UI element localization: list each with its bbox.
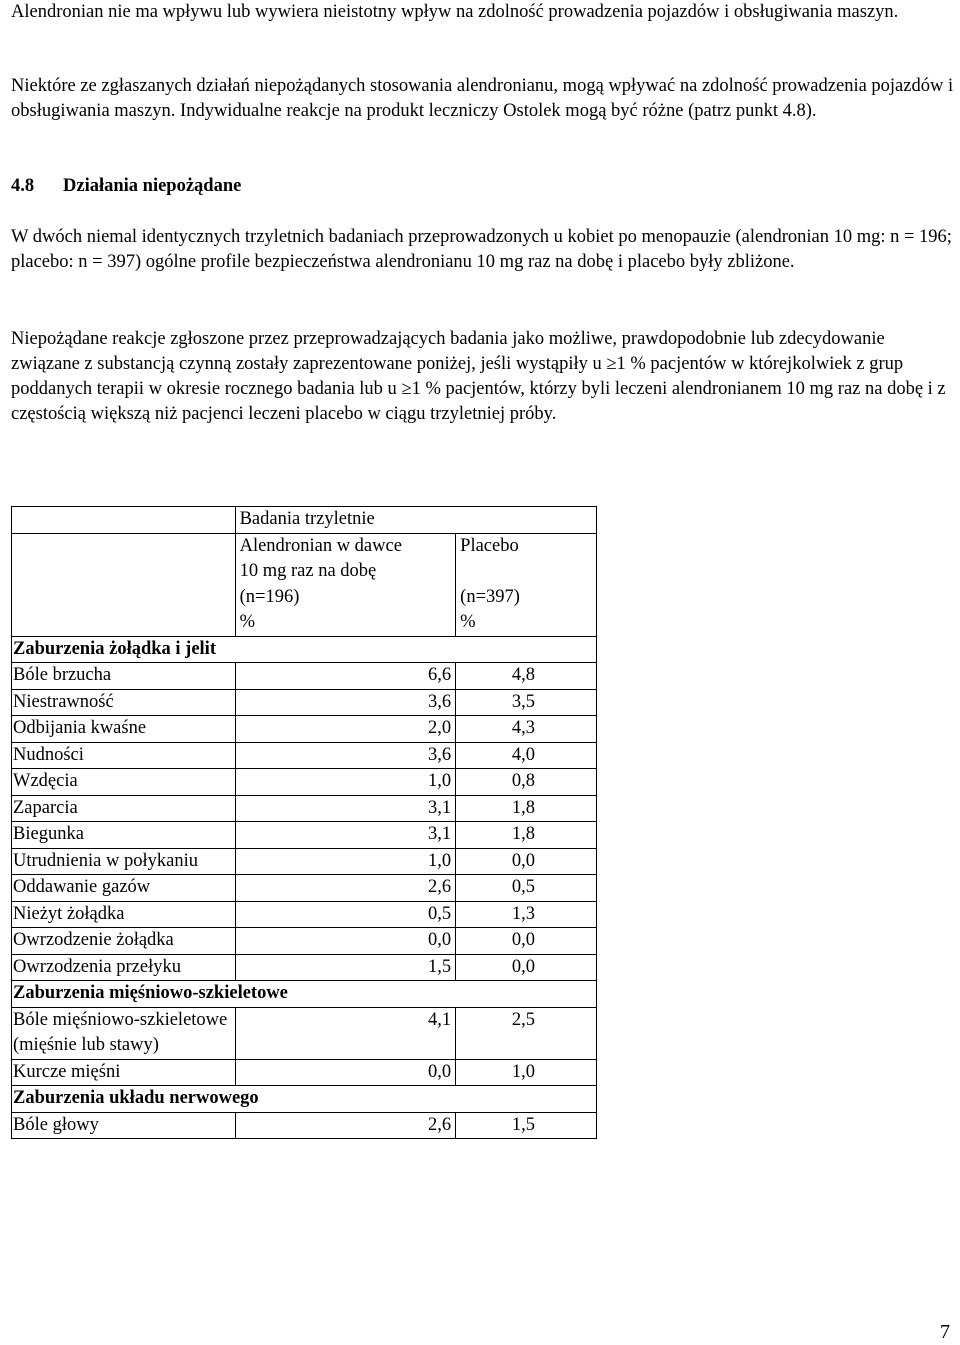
alendronian-value: 3,6	[235, 689, 456, 716]
row-label: Kurcze mięśni	[12, 1059, 236, 1086]
alendronian-value: 0,0	[235, 928, 456, 955]
alendronian-value: 3,1	[235, 822, 456, 849]
table-row	[12, 716, 597, 743]
row-label: Nieżyt żołądka	[12, 901, 236, 928]
adverse-events-table-body	[12, 507, 597, 1139]
table-section-row	[12, 636, 597, 663]
row-label: Odbijania kwaśne	[12, 716, 236, 743]
section-title: Zaburzenia żołądka i jelit	[12, 636, 597, 663]
alendronian-value: 1,5	[235, 954, 456, 981]
row-label: Nudności	[12, 742, 236, 769]
table-section-row	[12, 1086, 597, 1113]
adverse-events-table	[11, 506, 597, 1139]
row-label: Zaparcia	[12, 795, 236, 822]
placebo-value: 1,5	[456, 1112, 597, 1139]
placebo-value: 4,0	[456, 742, 597, 769]
table-header-alendronian	[235, 533, 456, 636]
paragraph-studies: W dwóch niemal identycznych trzyletnich badaniach przeprowadzonych u kobiet po menopauzie (alendronian 10 mg: n = 196; placebo: n = 397) ogólne profile bezpieczeństwa alendronianu 10 mg raz na dobę i placebo były zbliżone.	[11, 227, 952, 272]
table-row	[12, 689, 597, 716]
paragraph-driving: Alendronian nie ma wpływu lub wywiera nieistotny wpływ na zdolność prowadzenia pojazdów i obsługiwania maszyn.	[11, 2, 899, 22]
header-line: Alendronian w dawce	[239, 535, 402, 556]
placebo-value: 0,0	[456, 954, 597, 981]
alendronian-value: 4,1	[235, 1007, 456, 1059]
table-row	[12, 848, 597, 875]
table-row	[12, 901, 597, 928]
row-label: Owrzodzenia przełyku	[12, 954, 236, 981]
placebo-value: 1,0	[456, 1059, 597, 1086]
table-row	[12, 663, 597, 690]
header-line: (n=196)	[239, 586, 300, 607]
table-row	[12, 1059, 597, 1086]
row-label: Niestrawność	[12, 689, 236, 716]
header-line: Placebo	[460, 535, 519, 556]
table-row	[12, 875, 597, 902]
row-label: Wzdęcia	[12, 769, 236, 796]
placebo-value: 3,5	[456, 689, 597, 716]
section-title: Zaburzenia mięśniowo-szkieletowe	[12, 981, 597, 1008]
alendronian-value: 2,0	[235, 716, 456, 743]
row-label: Bóle głowy	[12, 1112, 236, 1139]
section-title: Zaburzenia układu nerwowego	[12, 1086, 597, 1113]
row-label: Bóle mięśniowo-szkieletowe (mięśnie lub stawy)	[12, 1007, 236, 1059]
row-label: Biegunka	[12, 822, 236, 849]
alendronian-value: 6,6	[235, 663, 456, 690]
row-label: Bóle brzucha	[12, 663, 236, 690]
alendronian-value: 0,0	[235, 1059, 456, 1086]
header-line: %	[460, 612, 476, 632]
table-header-study: Badania trzyletnie	[235, 507, 596, 534]
row-label: Owrzodzenie żołądka	[12, 928, 236, 955]
alendronian-value: 3,6	[235, 742, 456, 769]
table-section-row	[12, 981, 597, 1008]
table-row	[12, 742, 597, 769]
row-label: Oddawanie gazów	[12, 875, 236, 902]
placebo-value: 0,0	[456, 928, 597, 955]
header-line	[460, 559, 596, 585]
section-number: 4.8	[11, 176, 35, 196]
placebo-value: 1,8	[456, 822, 597, 849]
alendronian-value: 3,1	[235, 795, 456, 822]
row-label: Utrudnienia w połykaniu	[12, 848, 236, 875]
header-line: (n=397)	[460, 586, 520, 607]
table-row	[12, 1007, 597, 1059]
placebo-value: 1,8	[456, 795, 597, 822]
section-heading	[11, 174, 241, 199]
alendronian-value: 2,6	[235, 1112, 456, 1139]
table-row	[12, 795, 597, 822]
alendronian-value: 2,6	[235, 875, 456, 902]
header-line: 10 mg raz na dobę	[239, 561, 377, 581]
table-row	[12, 1112, 597, 1139]
section-title: Działania niepożądane	[63, 176, 242, 196]
paragraph-driving-detail: Niektóre ze zgłaszanych działań niepożądanych stosowania alendronianu, mogą wpływać na zdolność prowadzenia pojazdów i obsługiwania maszyn. Indywidualne reakcje na produkt leczniczy Ostolek mogą być różne (patrz punkt 4.8).	[11, 76, 954, 121]
placebo-value: 4,3	[456, 716, 597, 743]
header-line: %	[239, 612, 256, 632]
alendronian-value: 1,0	[235, 769, 456, 796]
placebo-value: 0,8	[456, 769, 597, 796]
paragraph-reactions: Niepożądane reakcje zgłoszone przez przeprowadzających badania jako możliwe, prawdopodobnie lub zdecydowanie związane z substancją czynną zostały zaprezentowane poniżej, jeśli wystąpiły u ≥1 % pacjentów w którejkolwiek z grup poddanych terapii w okresie rocznego badania lub u ≥1 % pacjentów, którzy byli leczeni alendronianem 10 mg raz na dobę i z częstością większą niż pacjenci leczeni placebo w ciągu trzyletniej próby.	[11, 329, 946, 424]
placebo-value: 1,3	[456, 901, 597, 928]
table-header-row	[12, 533, 597, 636]
table-header-empty	[12, 507, 236, 534]
alendronian-value: 0,5	[235, 901, 456, 928]
page-number: 7	[940, 1321, 950, 1343]
table-header-empty	[12, 533, 236, 636]
table-row	[12, 822, 597, 849]
alendronian-value: 1,0	[235, 848, 456, 875]
table-row	[12, 954, 597, 981]
placebo-value: 2,5	[456, 1007, 597, 1059]
placebo-value: 0,0	[456, 848, 597, 875]
table-row	[12, 769, 597, 796]
table-row	[12, 928, 597, 955]
placebo-value: 0,5	[456, 875, 597, 902]
placebo-value: 4,8	[456, 663, 597, 690]
table-header-row-top	[12, 507, 597, 534]
table-header-placebo	[456, 533, 597, 636]
